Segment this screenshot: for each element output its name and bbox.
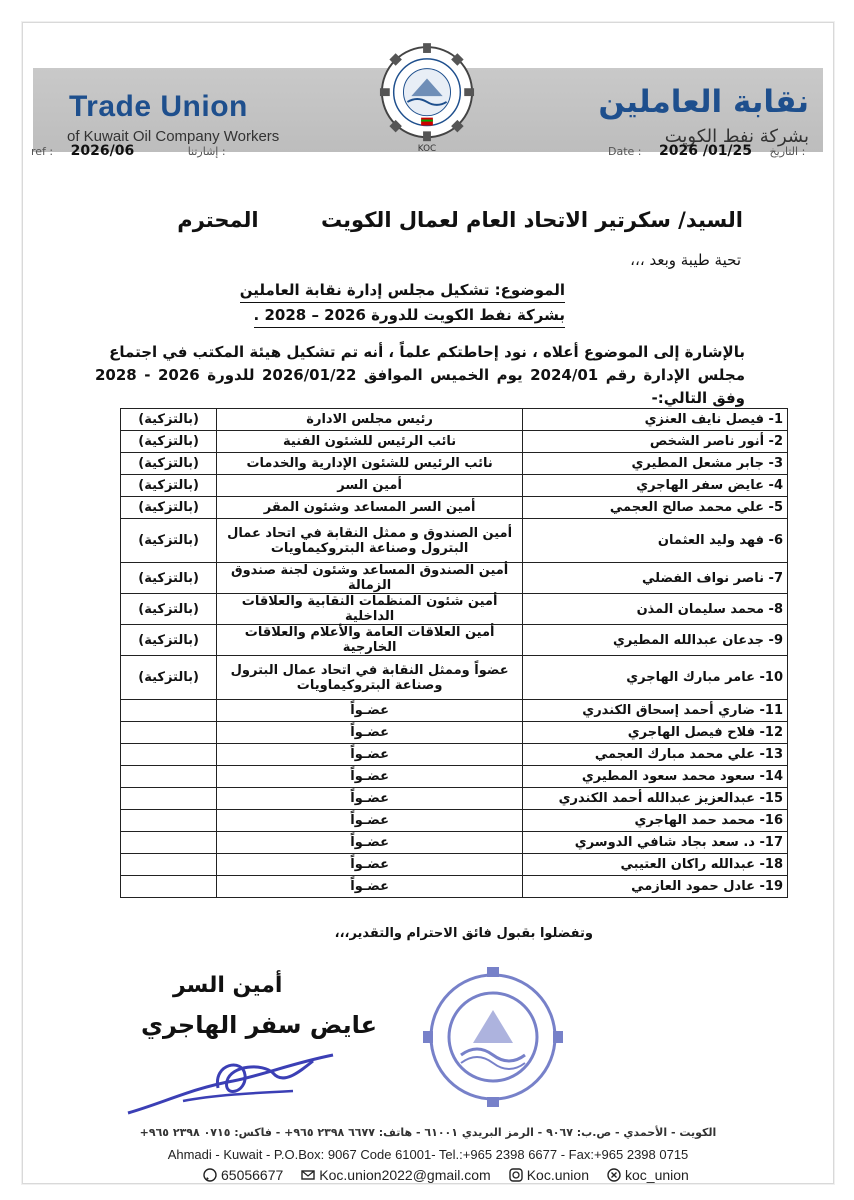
member-role: رئيس مجلس الادارة <box>217 409 523 431</box>
closing-line: وتفضلوا بقبول فائق الاحترام والتقدير،،، <box>334 926 593 941</box>
member-status: (بالتزكية) <box>121 594 217 625</box>
subject-line-1: الموضوع: تشكيل مجلس إدارة نقابة العاملين <box>240 278 565 303</box>
member-status: (بالتزكية) <box>121 497 217 519</box>
table-row <box>121 854 788 876</box>
member-name: 9- جدعان عبدالله المطيري <box>523 625 788 656</box>
member-name: 3- جابر مشعل المطيري <box>523 453 788 475</box>
member-status: (بالتزكية) <box>121 431 217 453</box>
table-row <box>121 700 788 722</box>
table-row <box>121 409 788 431</box>
member-name: 4- عايض سفر الهاجري <box>523 475 788 497</box>
member-name: 5- علي محمد صالح العجمي <box>523 497 788 519</box>
member-role: عضـواً <box>217 810 523 832</box>
member-name: 18- عبدالله راكان العتيبي <box>523 854 788 876</box>
member-name: 7- ناصر نواف الفضلي <box>523 563 788 594</box>
member-name: 8- محمد سليمان المذن <box>523 594 788 625</box>
signature-title: أمين السر <box>173 973 283 998</box>
union-logo-icon <box>378 41 476 159</box>
member-role: عضـواً <box>217 766 523 788</box>
member-status <box>121 832 217 854</box>
footer-social <box>203 1167 689 1183</box>
table-row <box>121 453 788 475</box>
ref-number: 2026/06 <box>70 143 135 159</box>
svg-text:KOC: KOC <box>417 143 437 154</box>
member-role: عضـواً <box>217 854 523 876</box>
members-table <box>120 408 788 898</box>
member-role: أمين العلاقات العامة والأعلام والعلاقات الخارجية <box>217 625 523 656</box>
ref-row <box>31 143 226 159</box>
member-role: أمين السر المساعد وشئون المقر <box>217 497 523 519</box>
table-row <box>121 722 788 744</box>
table-row <box>121 519 788 563</box>
table-row <box>121 497 788 519</box>
member-status <box>121 722 217 744</box>
table-row <box>121 876 788 898</box>
footer-address-ar: الكويت - الأحمدي - ص.ب: ٩٠٦٧ - الرمز البريدي ٦١٠٠١ - هاتف: ٦٦٧٧ ٢٣٩٨ ٩٦٥+ - فاكس: ٠٧١٥ ٢٣٩٨ ٩٦٥+ <box>139 1126 717 1139</box>
email-icon <box>301 1168 315 1182</box>
subject-line-2: بشركة نفط الكويت للدورة 2026 – 2028 . <box>254 303 565 328</box>
greeting: تحية طيبة وبعد ،،، <box>630 251 741 269</box>
union-name-ar: نقابة العاملين <box>598 84 809 120</box>
table-row <box>121 431 788 453</box>
table-row <box>121 832 788 854</box>
member-name: 15- عبدالعزيز عبدالله أحمد الكندري <box>523 788 788 810</box>
member-name: 11- ضاري أحمد إسحاق الكندري <box>523 700 788 722</box>
table-row <box>121 475 788 497</box>
member-name: 6- فهد وليد العثمان <box>523 519 788 563</box>
email-address: Koc.union2022@gmail.com <box>319 1167 491 1183</box>
member-name: 1- فيصل نايف العنزي <box>523 409 788 431</box>
table-row <box>121 594 788 625</box>
date-label-ar: التاريخ : <box>769 145 806 158</box>
date-label-en: Date : <box>608 145 642 158</box>
member-name: 17- د. سعد بجاد شافي الدوسري <box>523 832 788 854</box>
whatsapp-number: 65056677 <box>221 1167 284 1183</box>
table-row <box>121 788 788 810</box>
union-subtitle-en: of Kuwait Oil Company Workers <box>67 128 280 145</box>
letter-page <box>22 22 834 1184</box>
member-role: عضـواً <box>217 788 523 810</box>
member-status <box>121 788 217 810</box>
ref-label-ar: إشارتنا : <box>187 145 226 158</box>
member-status: (بالتزكية) <box>121 625 217 656</box>
member-name: 14- سعود محمد سعود المطيري <box>523 766 788 788</box>
member-name: 19- عادل حمود العازمي <box>523 876 788 898</box>
member-role: عضواً وممثل النقابة في اتحاد عمال البترول وصناعة البتروكيماويات <box>217 656 523 700</box>
table-row <box>121 744 788 766</box>
member-status: (بالتزكية) <box>121 656 217 700</box>
union-stamp-icon <box>421 965 566 1110</box>
date-value: 2026 /01/25 <box>659 143 753 159</box>
x-contact[interactable] <box>607 1167 689 1183</box>
honorific: المحترم <box>177 208 259 232</box>
union-name-en: Trade Union <box>69 90 248 123</box>
whatsapp-contact[interactable] <box>203 1167 283 1183</box>
table-row <box>121 766 788 788</box>
member-role: أمين شئون المنظمات النقابية والعلاقات الداخلية <box>217 594 523 625</box>
date-row <box>608 143 805 159</box>
member-status: (بالتزكية) <box>121 409 217 431</box>
intro-line-1: بالإشارة إلى الموضوع أعلاه ، نود إحاطتكم علماً ، أنه تم تشكيل هيئة المكتب في اجتماع <box>109 343 745 361</box>
member-status <box>121 744 217 766</box>
member-status <box>121 700 217 722</box>
ref-label-en: ref : <box>31 145 54 158</box>
whatsapp-icon <box>203 1168 217 1182</box>
x-icon <box>607 1168 621 1182</box>
member-role: عضـواً <box>217 876 523 898</box>
signature-name: عايض سفر الهاجري <box>141 1011 377 1039</box>
member-role: عضـواً <box>217 722 523 744</box>
intro-line-2: مجلس الإدارة رقم 2024/01 يوم الخميس الموافق 2026/01/22 للدورة 2026 - 2028 وفق التالي:- <box>95 366 745 407</box>
member-status <box>121 810 217 832</box>
table-row <box>121 810 788 832</box>
member-role: عضـواً <box>217 832 523 854</box>
member-status <box>121 766 217 788</box>
addressee: السيد/ سكرتير الاتحاد العام لعمال الكويت <box>320 208 743 232</box>
x-handle: koc_union <box>625 1167 689 1183</box>
member-status <box>121 854 217 876</box>
intro-paragraph <box>95 341 745 410</box>
footer-address-en: Ahmadi - Kuwait - P.O.Box: 9067 Code 61001- Tel.:+965 2398 6677 - Fax:+965 2398 0715 <box>167 1147 689 1162</box>
subject-block <box>240 278 565 328</box>
member-status: (بالتزكية) <box>121 453 217 475</box>
member-name: 16- محمد حمد الهاجري <box>523 810 788 832</box>
instagram-handle: Koc.union <box>526 1167 589 1183</box>
handwritten-signature <box>123 1033 343 1123</box>
member-role: أمين الصندوق المساعد وشئون لجنة صندوق الزمالة <box>217 563 523 594</box>
member-status: (بالتزكية) <box>121 563 217 594</box>
instagram-contact[interactable] <box>509 1167 589 1183</box>
table-row <box>121 656 788 700</box>
member-status: (بالتزكية) <box>121 475 217 497</box>
member-role: عضـواً <box>217 744 523 766</box>
member-name: 2- أنور ناصر الشخص <box>523 431 788 453</box>
table-row <box>121 563 788 594</box>
addressee-line <box>23 208 833 232</box>
member-role: عضـواً <box>217 700 523 722</box>
table-row <box>121 625 788 656</box>
member-name: 10- عامر مبارك الهاجري <box>523 656 788 700</box>
member-name: 12- فلاح فيصل الهاجري <box>523 722 788 744</box>
union-subtitle-ar: بشركة نفط الكويت <box>664 126 809 147</box>
email-contact[interactable] <box>301 1167 490 1183</box>
member-status: (بالتزكية) <box>121 519 217 563</box>
member-role: أمين الصندوق و ممثل النقابة في اتحاد عمال البترول وصناعة البتروكيماويات <box>217 519 523 563</box>
member-role: أمين السر <box>217 475 523 497</box>
instagram-icon <box>509 1168 523 1182</box>
member-role: نائب الرئيس للشئون الفنية <box>217 431 523 453</box>
member-role: نائب الرئيس للشئون الإدارية والخدمات <box>217 453 523 475</box>
member-status <box>121 876 217 898</box>
member-name: 13- علي محمد مبارك العجمي <box>523 744 788 766</box>
